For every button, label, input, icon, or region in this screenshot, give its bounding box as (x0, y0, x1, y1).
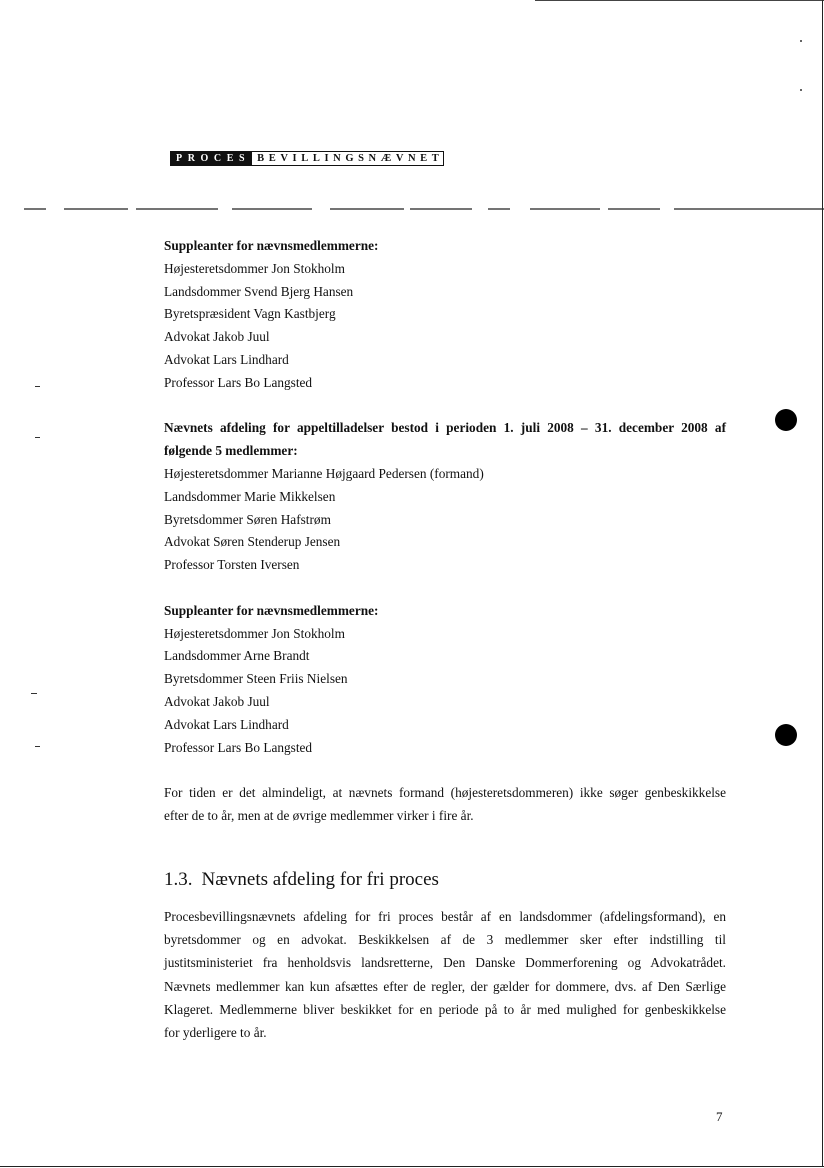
scan-speck (800, 89, 802, 91)
paragraph-line: byretsdommer og en advokat. Beskikkelsen af de 3 medlemmer sker efter indstilling til (164, 932, 726, 948)
scan-border-top (535, 0, 824, 1)
scan-border-right (822, 0, 823, 1166)
header-dashed-rule (24, 208, 824, 210)
free-process-paragraph (164, 905, 726, 1044)
member-line: Byretsdommer Søren Hafstrøm (164, 511, 331, 527)
section-heading: Suppleanter for nævnsmedlemmerne: (164, 238, 379, 253)
paragraph-line: Klageret. Medlemmerne bliver beskikket for en periode på to år med mulighed for genbeskikkelse (164, 1001, 726, 1017)
scan-border-bottom (0, 1166, 824, 1167)
section-heading-cont: følgende 5 medlemmer: (164, 443, 298, 459)
substitutes-section-2 (164, 600, 726, 760)
member-line: Professor Torsten Iversen (164, 557, 300, 573)
binder-hole-dot (775, 724, 797, 746)
margin-mark (35, 437, 40, 438)
margin-mark (35, 386, 40, 387)
member-line: Højesteretsdommer Jon Stokholm (164, 260, 345, 276)
member-line: Højesteretsdommer Marianne Højgaard Pedersen (formand) (164, 465, 484, 481)
scan-speck (800, 40, 802, 42)
paragraph-line: Nævnets medlemmer kan kun afsættes efter de regler, der gælder for dommere, dvs. af Den Særlige (164, 978, 726, 994)
term-note-paragraph (164, 782, 726, 828)
member-line: Professor Lars Bo Langsted (164, 374, 313, 390)
section-heading: Suppleanter for nævnsmedlemmerne: (164, 602, 379, 618)
margin-mark (35, 746, 40, 747)
subsection-heading (164, 867, 439, 893)
binder-hole-dot (775, 409, 797, 431)
member-line: Landsdommer Svend Bjerg Hansen (164, 283, 354, 299)
procesbevillingsnaevnet-logo (170, 151, 444, 166)
logo-light-part: BEVILLINGSNÆVNET (252, 151, 444, 166)
paragraph-line: for yderligere to år. (164, 1025, 267, 1041)
substitutes-section-1 (164, 235, 726, 395)
subsection-title: Nævnets afdeling for fri proces (201, 869, 439, 890)
member-line: Byretsdommer Steen Friis Nielsen (164, 671, 348, 687)
member-line: Landsdommer Marie Mikkelsen (164, 488, 336, 504)
member-line: Advokat Jakob Juul (164, 329, 270, 345)
member-line: Advokat Jakob Juul (164, 693, 270, 709)
page-number: 7 (716, 1109, 723, 1124)
member-line: Landsdommer Arne Brandt (164, 648, 310, 664)
member-line: Advokat Lars Lindhard (164, 351, 289, 367)
paragraph-line: Procesbevillingsnævnets afdeling for fri proces består af en landsdommer (afdelingsformand), en (164, 909, 726, 924)
member-line: Advokat Søren Stenderup Jensen (164, 534, 341, 550)
document-body (164, 235, 726, 828)
paragraph-line: efter de to år, men at de øvrige medlemmer virker i fire år. (164, 807, 474, 823)
member-line: Advokat Lars Lindhard (164, 716, 289, 732)
paragraph-line: For tiden er det almindeligt, at nævnets formand (højesteretsdommeren) ikke søger genbeskikkelse (164, 785, 726, 801)
margin-mark (31, 693, 37, 694)
logo-dark-part: PROCES (170, 151, 252, 166)
member-line: Byretspræsident Vagn Kastbjerg (164, 306, 336, 322)
subsection-number: 1.3. (164, 869, 193, 890)
section-heading: Nævnets afdeling for appeltilladelser bestod i perioden 1. juli 2008 – 31. december 2008 af (164, 420, 726, 436)
member-line: Professor Lars Bo Langsted (164, 739, 313, 755)
appeal-division-section (164, 417, 726, 577)
member-line: Højesteretsdommer Jon Stokholm (164, 625, 345, 641)
paragraph-line: justitsministeriet fra henholdsvis landsretterne, Den Danske Dommerforening og Advokatrådet. (164, 955, 726, 971)
